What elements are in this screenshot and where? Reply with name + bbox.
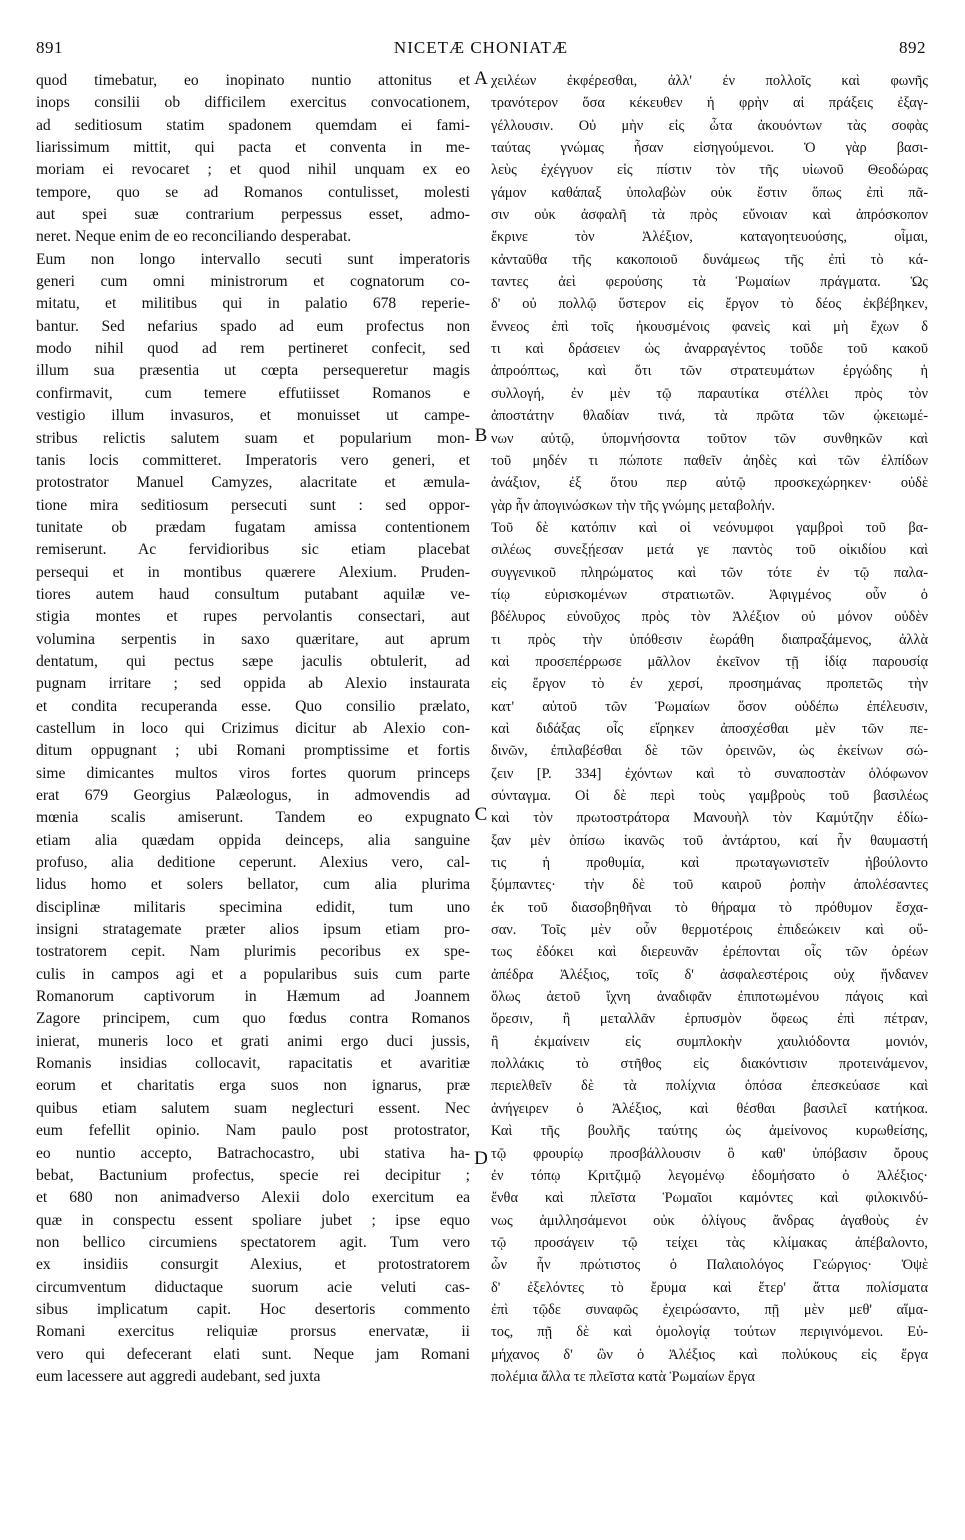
section-marker-b: B: [474, 425, 488, 446]
text-line: mitatu, et militibus qui in palatio 678 reperie-: [36, 295, 470, 313]
text-line: culis in campos agi et a popularibus suis cum parte: [36, 965, 470, 983]
text-line: καὶ προσεπέρρωσε μᾶλλον ἐκεῖνον τῇ ἰδίᾳ παρουσίᾳ: [491, 653, 928, 670]
text-line: τι πρὸς τὴν ὑπόθεσιν ἑωράθη διαπραξάμενος, ἀλλὰ: [491, 631, 928, 648]
text-line: τως ἐδόκει καὶ διερευνᾶν ἐρέπονται οἷς τῶν ὀρέων: [491, 944, 928, 961]
text-line: mœnia scalis amiserunt. Tandem eo expugnato: [36, 809, 470, 827]
text-line: vestigio illum invasuros, et monuisset ut campe-: [36, 407, 470, 425]
text-line: ταντες ἀεὶ φερούσης τὰ Ῥωμαίων πράγματα. Ὡς: [491, 274, 928, 291]
text-line: μήχανος δ' ὢν ὁ Ἀλέξιος καὶ πολύκους εἰς ἔργα: [491, 1346, 928, 1363]
text-line: ἀνήγειρεν ὁ Ἀλέξιος, καὶ θέσθαι βασιλεῖ κατήκοα.: [491, 1100, 928, 1117]
text-line: profuso, alia deditione ceperunt. Alexius vero, cal-: [36, 854, 470, 872]
text-line: ἢ ἐκμαίνειν εἰς συμπλοκὴν χαυλιόδοντα μονιόν,: [491, 1033, 928, 1050]
text-line: δ' ἐξελόντες τὸ ἔρυμα καὶ ἕτερ' ἄττα πολίσματα: [491, 1279, 928, 1296]
text-line: λεὺς ἐχέγγυον εἰς πίστιν τὸν τῆς υἱωνοῦ Θεοδώρας: [491, 162, 928, 179]
text-line: τος, πῇ δὲ καὶ ὁμολογίᾳ τούτων περιγινόμενοι. Εὐ-: [491, 1324, 928, 1341]
text-line: δινῶν, ἐπιλαβέσθαι δὲ τῶν ὀρεινῶν, ὡς ἐκείνων σώ-: [491, 743, 928, 760]
text-line: τοῦ μηδέν τι πώποτε παθεῖν ἀηδὲς καὶ τῶν ἐλπίδων: [491, 452, 928, 469]
text-line: τῷ προσάγειν τῷ τείχει τὰς κλίμακας ἀπέβαλοντο,: [491, 1234, 928, 1251]
text-line: νων αὐτῷ, ὑπομνήσοντα τοῦτον τῶν συνθηκῶν καὶ: [491, 430, 928, 447]
text-line: et condita recuperanda esse. Quo consilio prælato,: [36, 697, 470, 715]
running-header: [36, 38, 926, 64]
text-line: erat 679 Georgius Palæologus, in admovendis ad: [36, 787, 470, 804]
text-line: tempore, quo se ad Romanos contulisset, molesti: [36, 183, 470, 201]
text-line: κατ' αὐτοῦ τῶν Ῥωμαίων ὅσον οὐδέπω ἐπέλευσιν,: [491, 698, 928, 715]
text-line: tostratorem cepit. Nam plurimis pecoribus ex spe-: [36, 943, 470, 961]
text-line: εἰς ἔργον τὸ ἐν χερσί, προσημάνας προπετῶς τὴν: [491, 676, 928, 693]
text-line: καὶ διδάξας οἷς εἴρηκεν ἀποσχέσθαι μὲν τῶν πε-: [491, 720, 928, 737]
section-marker-c: C: [474, 804, 488, 825]
text-line: Romanis insidias collocavit, rapacitatis et avaritiæ: [36, 1055, 470, 1073]
text-line: ἔκρινε τὸν Ἀλέξιον, καταγοητευούσης, οἶμαι,: [491, 229, 928, 246]
text-line: moriam ei revocaret ; et quod nihil unquam ex eo: [36, 161, 470, 179]
text-line: πολλάκις τὸ στῆθος εἰς διακόντισιν προτεινάμενον,: [491, 1056, 928, 1073]
text-line: ἐπὶ τῷδε συναφῶς ἐχειρώσαντο, πῇ μὲν μεθ' αἵμα-: [491, 1301, 928, 1318]
text-line: sime dimicantes multos viros fortes quorum princeps: [36, 764, 470, 782]
text-line: non bellico circumiens spectatorem agit. Tum vero: [36, 1233, 470, 1251]
text-line: συγγενικοῦ πληρώματος καὶ τῶν τότε ἐν τῷ παλα-: [491, 564, 928, 581]
text-line: συλλογή, ἐν μὲν τῷ παραυτίκα στέλλει πρὸς τὸν: [491, 385, 928, 402]
text-line: ditum oppugnant ; ubi Romani promptissime et fortis: [36, 742, 470, 760]
text-line: tanis locis committeret. Imperatoris vero generi, et: [36, 451, 470, 469]
text-line: τι καὶ δράσειεν ὡς ἀναρραγέντος τοῦδε τοῦ κακοῦ: [491, 341, 928, 358]
text-line: et 680 non animadverso Alexii dolo exercitum ea: [36, 1189, 470, 1207]
text-line: quod timebatur, eo inopinato nuntio attonitus et: [36, 72, 470, 89]
text-line: tiores autem haud consultum putabant aquilæ ve-: [36, 585, 470, 603]
section-marker-d: D: [474, 1148, 488, 1169]
latin-column: [36, 70, 470, 1520]
text-line: bantur. Sed nefarius spado ad eum profectus non: [36, 317, 470, 335]
text-line: modo nihil quod ad rem pertineret confecit, sed: [36, 340, 470, 358]
text-line: etiam alia quædam oppida deinceps, alia sanguine: [36, 831, 470, 849]
text-line: eum lacessere aut aggredi audebant, sed juxta: [36, 1367, 321, 1385]
text-line: ξαν μὲν ὀπίσω ἱκανῶς τοῦ ἀντάρτου, καί ἦν θαυμαστή: [491, 832, 928, 849]
text-line: inops consilii ob difficilem exercitus convocationem,: [36, 94, 470, 112]
text-line: καὶ τὸν πρωτοστράτορα Μανουὴλ τὸν Καμύτζην ἐδίω-: [491, 810, 928, 827]
text-line: πολέμια ἄλλα τε πλεῖστα κατὰ Ῥωμαίων ἔργα: [491, 1368, 755, 1385]
text-line: ὄρεσιν, ἢ μεταλλᾶν ἑρπυσμὸν ὄφεως ἐπὶ πέτραν,: [491, 1011, 928, 1028]
text-line: bebat, Bactunium profectus, specie rei decipitur ;: [36, 1166, 470, 1184]
running-title: NICETÆ CHONIATÆ: [393, 38, 569, 57]
text-line: insigni stratagemate præter alios ipsum etiam pro-: [36, 921, 470, 939]
text-line: disciplinæ militaris specimina edidit, tum uno: [36, 898, 470, 916]
text-line: illum sua præsentia ut cœpta persequeretur magis: [36, 362, 470, 380]
text-line: stigia montes et rupes pervolantis consectari, aut: [36, 608, 470, 626]
text-line: ταύτας γνώμας ἦσαν εἰσηγούμενοι. Ὁ γὰρ βασι-: [491, 140, 928, 157]
text-line: τίῳ εὑρισκομένων στρατιωτῶν. Ἀφιγμένος οὖν ὁ: [491, 586, 928, 603]
text-line: dentatum, qui pectus sæpe jaculis obtulerit, ad: [36, 652, 470, 670]
text-line: vero qui defecerant elati sunt. Neque jam Romani: [36, 1345, 470, 1363]
text-line: τις ἡ προθυμία, καὶ πρωταγωνιστεῖν ἠβούλοντο: [491, 855, 928, 872]
text-line: eo nuntio accepto, Batrachocastro, ubi stativa ha-: [36, 1144, 470, 1162]
text-line: ἀποστάτην θλαδίαν τινά, τὰ πρῶτα τῶν ᾠκειωμέ-: [491, 408, 928, 425]
text-line: κἀνταῦθα τῆς κακοποιοῦ δυνάμεως τῆς ἐπὶ τὸ κά-: [491, 251, 928, 268]
text-line: ἐκ τοῦ διασοβηθῆναι τὸ θήραμα τὸ πρόθυμον ἔσχα-: [491, 899, 928, 916]
text-line: νως ἁμιλλησάμενοι οὐκ ὀλίγους ἄνδρας ἀγαθοὺς ἐν: [491, 1212, 928, 1229]
text-line: Eum non longo intervallo secuti sunt imperatoris: [36, 250, 470, 268]
text-line: castellum in loco qui Crizimus dicitur ab Alexio con-: [36, 719, 470, 737]
text-line: ὅλως ἀετοῦ ἴχνη ἀναδιφᾶν ἐπιποτωμένου πάγοις καὶ: [491, 989, 928, 1006]
text-line: τρανότερον ὅσα κέκευθεν ἡ φρὴν αἱ πράξεις ἐξαγ-: [491, 95, 928, 112]
text-line: ξύμπαντες· τὴν δὲ τοῦ καιροῦ ῥοπὴν ἀπολέσαντες: [491, 877, 928, 894]
text-line: pugnam irritare ; sed oppida ab Alexio instaurata: [36, 675, 470, 693]
text-line: γέλλουσιν. Οὐ μὴν εἰς ὦτα ἀκουόντων τὰς σοφὰς: [491, 117, 928, 134]
text-line: neret. Neque enim de eo reconciliando desperabat.: [36, 228, 352, 246]
greek-column: [491, 70, 928, 1520]
text-line: eorum et charitatis erga suos non ignarus, præ: [36, 1077, 470, 1095]
text-line: γάμον καθάπαξ ὑπολαβὼν οὐκ ἔστιν ὅπως ἐπὶ πᾶ-: [491, 184, 928, 201]
text-line: quibus etiam salutem suam neglecturi essent. Nec: [36, 1099, 470, 1117]
text-line: Τοῦ δὲ κατόπιν καὶ οἱ νεόνυμφοι γαμβροὶ τοῦ βα-: [491, 519, 928, 536]
text-line: remiserunt. Ac fervidioribus sic etiam placebat: [36, 541, 470, 559]
text-line: περιελθεῖν δὲ τὰ πολίχνια ὁπόσα ἐπεσκεύασε καὶ: [491, 1078, 928, 1095]
text-line: ἐν τόπῳ Κριτζιμῷ λεγομένῳ ἐδομήσατο ὁ Ἀλέξιος·: [491, 1167, 928, 1184]
text-line: ἔνθα καὶ πλεῖστα Ῥωμαῖοι καμόντες καὶ φιλοκινδύ-: [491, 1190, 928, 1207]
text-line: ἀνάξιον, ἐξ ὅτου περ αὐτῷ προσκεχώρηκεν· οὐδὲ: [491, 475, 928, 492]
text-line: eum fefellit opinio. Nam paulo post protostrator,: [36, 1122, 470, 1140]
text-line: γὰρ ἦν ἀπογινώσκων τὴν τῆς γνώμης μεταβολήν.: [491, 497, 775, 514]
text-line: ad seditiosum statim spadonem quemdam ei fami-: [36, 116, 470, 134]
text-line: lidus homo et solers bellator, cum alia plurima: [36, 876, 470, 894]
text-line: tunitate ob prædam fugatam amissa contentionem: [36, 518, 470, 536]
text-line: δ' οὐ πολλῷ ὕστερον εἰς ἔργον τὸ δέος ἐκβέβηκεν,: [491, 296, 928, 313]
text-line: protostrator Manuel Camyzes, alacritate et æmula-: [36, 474, 470, 492]
text-line: σύνταγμα. Οἱ δὲ περὶ τοὺς γαμβροὺς τοῦ βασιλέως: [491, 788, 928, 804]
section-marker-a: A: [474, 68, 488, 89]
text-line: Καὶ τῆς βουλῆς ταύτης ὡς ἀμείνονος κυρωθείσης,: [491, 1123, 928, 1140]
text-line: confirmavit, cum temere effutiisset Romanos e: [36, 384, 470, 402]
text-line: Zagore principem, cum quo fœdus contra Romanos: [36, 1010, 470, 1028]
text-line: σιλέως συνεξῄεσαν μετά γε παντὸς τοῦ οἰκιδίου καὶ: [491, 542, 928, 559]
text-line: liarissimum mittit, qui pacta et conventa in me-: [36, 139, 470, 157]
right-page-number: 892: [899, 38, 926, 57]
text-line: χειλέων ἐκφέρεσθαι, ἀλλ' ἐν πολλοῖς καὶ φωνῆς: [491, 73, 928, 89]
text-line: ζειν [P. 334] ἐχόντων καὶ τὸ συναποστὰν ὁλόφωνον: [491, 765, 928, 782]
text-line: σαν. Τοῖς μὲν οὖν θερμοτέροις ἐπιδεώκειν καὶ οὕ-: [491, 922, 928, 939]
left-page-number: 891: [36, 38, 63, 57]
text-line: σιν οὐκ ἀσφαλῆ τὰ πρὸς εὔνοιαν καὶ ἀπρόσκοπον: [491, 207, 928, 224]
text-line: quæ in conspectu essent spoliare jubet ; ipse equo: [36, 1211, 470, 1229]
text-line: volumina serpentis in saxo quæritare, aut aprum: [36, 630, 470, 648]
text-line: generi cum omni ministrorum et cognatorum co-: [36, 273, 470, 291]
text-line: circumventum diductaque suorum acie veluti cas-: [36, 1278, 470, 1296]
text-line: sibus implicatum capit. Hoc desertoris commento: [36, 1300, 470, 1318]
text-line: Romanorum captivorum in Hæmum ad Joannem: [36, 988, 470, 1006]
text-line: stribus relictis salutem suam et popularium mon-: [36, 429, 470, 447]
text-line: τῷ φρουρίῳ προσβάλλουσιν ὃ καθ' ὑπόβασιν ὄρους: [491, 1145, 928, 1162]
text-line: ex insidiis consurgit Alexius, et protostratorem: [36, 1256, 470, 1274]
text-line: ἀπροόπτως, καὶ ὅτι τῶν στρατευμάτων ἐργώδης ἡ: [491, 363, 928, 380]
text-line: ἔννεος ἐπὶ τοῖς ἠκουσμένοις φανεὶς καὶ μὴ ἔχων δ: [491, 318, 928, 335]
text-line: ὧν ἦν πρώτιστος ὁ Παλαιολόγος Γεώργιος· Ὀψὲ: [491, 1257, 928, 1274]
text-line: Romani exercitus reliquiæ prorsus enervatæ, ii: [36, 1323, 470, 1341]
text-line: tione mira seditiosum persecuti sunt : sed oppor-: [36, 496, 470, 514]
text-line: persequi et in montibus quærere Alexium. Pruden-: [36, 563, 470, 581]
text-line: inierat, muneris loco et grati animi ergo duci jussis,: [36, 1032, 470, 1050]
text-line: ἀπέδρα Ἀλέξιος, τοῖς δ' ἀσφαλεστέροις οὐχ ἥνδανεν: [491, 966, 928, 983]
text-line: aut spei suæ contrarium perpessus esset, admo-: [36, 206, 470, 224]
text-line: βδέλυρος εὐνοῦχος πρὸς τὸν Ἀλέξιον οὐ μόνον οὐδὲν: [491, 609, 928, 626]
